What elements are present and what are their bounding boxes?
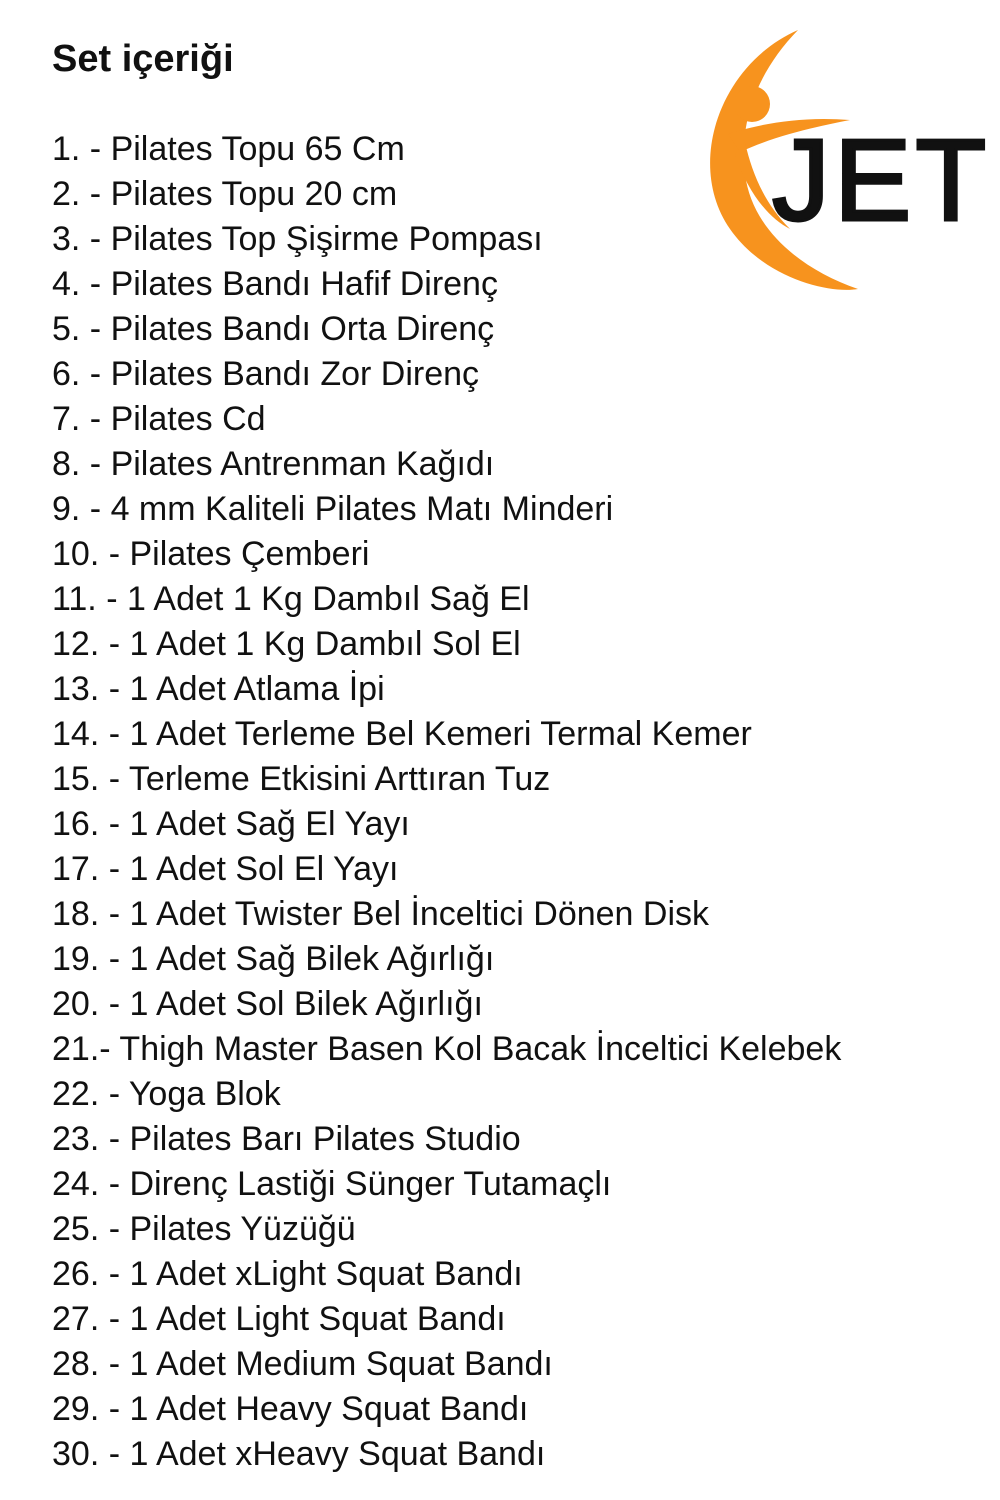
list-item: 17. - 1 Adet Sol El Yayı [52,850,399,888]
list-item: 3. - Pilates Top Şişirme Pompası [52,220,543,258]
list-item: 9. - 4 mm Kaliteli Pilates Matı Minderi [52,490,614,528]
list-item: 23. - Pilates Barı Pilates Studio [52,1120,521,1158]
list-item: 25. - Pilates Yüzüğü [52,1210,356,1248]
list-item: 12. - 1 Adet 1 Kg Dambıl Sol El [52,625,521,663]
list-item: 30. - 1 Adet xHeavy Squat Bandı [52,1435,546,1473]
list-item: 7. - Pilates Cd [52,400,266,438]
list-item: 16. - 1 Adet Sağ El Yayı [52,805,410,843]
list-item: 11. - 1 Adet 1 Kg Dambıl Sağ El [52,580,530,618]
list-item: 13. - 1 Adet Atlama İpi [52,670,385,708]
list-item: 29. - 1 Adet Heavy Squat Bandı [52,1390,529,1428]
list-item: 14. - 1 Adet Terleme Bel Kemeri Termal Kemer [52,715,752,753]
list-item: 21.- Thigh Master Basen Kol Bacak İnceltici Kelebek [52,1030,842,1068]
list-item: 18. - 1 Adet Twister Bel İnceltici Dönen Disk [52,895,710,933]
list-item: 20. - 1 Adet Sol Bilek Ağırlığı [52,985,483,1023]
list-item: 4. - Pilates Bandı Hafif Direnç [52,265,498,303]
list-item: 26. - 1 Adet xLight Squat Bandı [52,1255,523,1293]
list-item: 27. - 1 Adet Light Squat Bandı [52,1300,506,1338]
page-title: Set içeriği [52,38,234,80]
list-item: 8. - Pilates Antrenman Kağıdı [52,445,495,483]
list-item: 1. - Pilates Topu 65 Cm [52,130,405,168]
list-item: 5. - Pilates Bandı Orta Direnç [52,310,495,348]
logo-text: JET [772,115,991,245]
list-item: 22. - Yoga Blok [52,1075,281,1113]
list-item: 24. - Direnç Lastiği Sünger Tutamaçlı [52,1165,612,1203]
list-item: 2. - Pilates Topu 20 cm [52,175,398,213]
logo-head [734,86,770,122]
item-list [52,127,841,1477]
list-item: 19. - 1 Adet Sağ Bilek Ağırlığı [52,940,495,978]
list-item: 28. - 1 Adet Medium Squat Bandı [52,1345,553,1383]
list-item: 15. - Terleme Etkisini Arttıran Tuz [52,760,551,798]
list-item: 10. - Pilates Çemberi [52,535,370,573]
list-item: 6. - Pilates Bandı Zor Direnç [52,355,480,393]
